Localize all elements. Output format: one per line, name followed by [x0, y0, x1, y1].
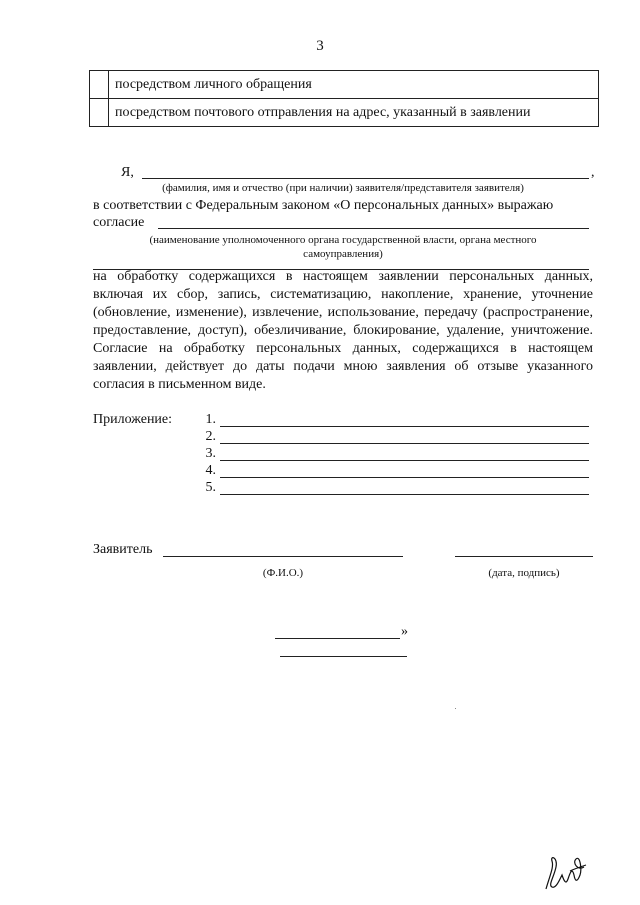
attachment-field[interactable]	[220, 477, 589, 478]
consent-body-text: на обработку содержащихся в настоящем заявлении персональных данных, включая их сбор, запись, систематизацию, накопление, хранение, уточнение (обновление, изменение), извлечение, использование, передачу (распространение, предоставление, доступ), обезличивание, блокирование, удаление, уничтожение. Согласие на обработку персональных данных, содержащихся в настоящем заявлении, действует до даты подачи мною заявления об отзыве указанного согласия в письменном виде.	[93, 269, 593, 392]
date-signature-caption: (дата, подпись)	[488, 567, 560, 579]
law-line: в соответствии с Федеральным законом «О персональных данных» выражаю	[93, 198, 554, 213]
attachment-number: 4.	[205, 463, 216, 478]
applicant-name-field[interactable]	[142, 178, 589, 179]
applicant-fio-field[interactable]	[163, 556, 403, 557]
handwritten-signature	[540, 845, 590, 895]
attachment-field[interactable]	[220, 443, 589, 444]
fio-caption: (Ф.И.О.)	[262, 567, 304, 579]
date-field-second[interactable]	[280, 656, 407, 657]
attachment-field[interactable]	[220, 460, 589, 461]
date-field[interactable]	[275, 638, 400, 639]
applicant-label: Заявитель	[93, 542, 153, 557]
table-row	[90, 71, 599, 99]
attachment-field[interactable]	[220, 426, 589, 427]
table-row	[90, 99, 599, 127]
consent-intro: Я,	[121, 165, 134, 180]
option-label: посредством личного обращения	[109, 71, 599, 99]
attachment-number: 1.	[205, 412, 216, 427]
authority-name-field[interactable]	[158, 228, 589, 229]
attachment-number: 2.	[205, 429, 216, 444]
attachment-number: 5.	[205, 480, 216, 495]
agree-label: согласие	[93, 215, 145, 230]
attachment-number: 3.	[205, 446, 216, 461]
option-checkbox[interactable]	[90, 99, 109, 127]
option-label: посредством почтового отправления на адрес, указанный в заявлении	[109, 99, 599, 127]
option-checkbox[interactable]	[90, 71, 109, 99]
consent-body	[93, 268, 593, 394]
page-number: 3	[316, 38, 324, 54]
attachments-label: Приложение:	[93, 412, 173, 427]
name-caption: (фамилия, имя и отчество (при наличии) заявителя/представителя заявителя)	[162, 182, 524, 194]
scan-speck	[455, 708, 456, 709]
org-caption-line2: самоуправления)	[303, 248, 383, 260]
delivery-options-table	[89, 70, 599, 127]
org-caption-line1: (наименование уполномоченного органа государственной власти, органа местного	[149, 234, 537, 246]
attachment-field[interactable]	[220, 494, 589, 495]
comma: ,	[591, 165, 595, 180]
quote-mark: »	[401, 624, 408, 639]
date-signature-field[interactable]	[455, 556, 593, 557]
